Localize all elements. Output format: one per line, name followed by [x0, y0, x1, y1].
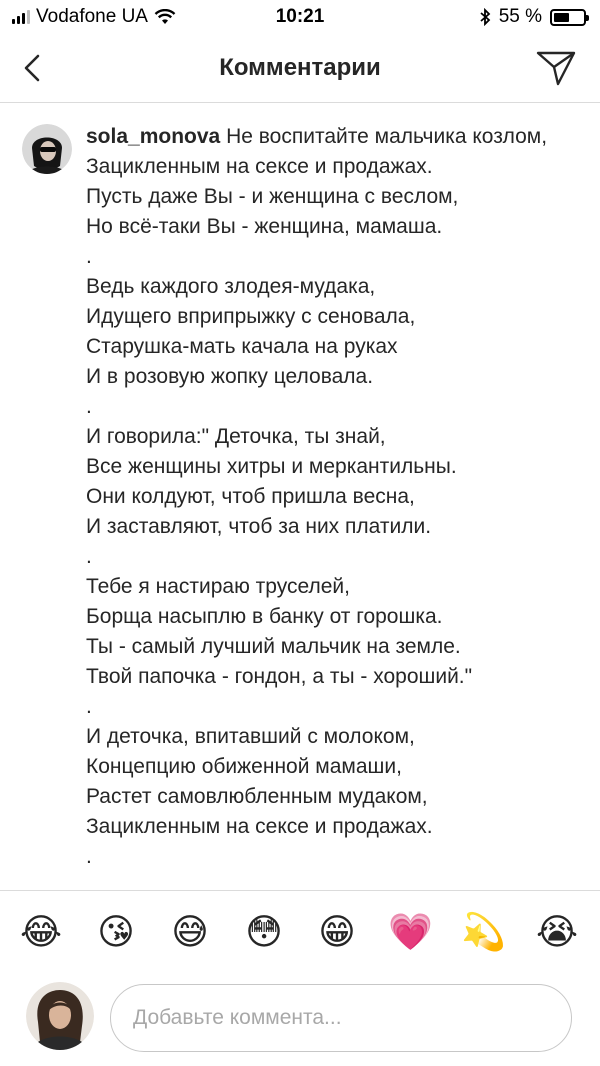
header — [0, 34, 600, 103]
battery-percent: 55 % — [498, 6, 542, 27]
status-right — [479, 6, 586, 28]
status-bar — [0, 0, 600, 34]
user-avatar — [26, 982, 94, 1050]
comment-input[interactable] — [110, 984, 572, 1052]
page-title: Комментарии — [219, 54, 381, 81]
kiss-emoji[interactable]: 😘 — [97, 912, 135, 953]
battery-icon — [550, 9, 586, 26]
comment-body — [86, 122, 566, 872]
sweat-smile-emoji[interactable]: 😅 — [171, 912, 209, 953]
grin-emoji[interactable]: 😁 — [318, 912, 356, 953]
tears-of-joy-emoji[interactable]: 😂 — [19, 912, 63, 953]
flushed-emoji[interactable]: 😳 — [245, 912, 283, 953]
comment-username[interactable]: sola_monova — [86, 125, 221, 148]
paper-plane-icon — [534, 48, 578, 88]
crying-emoji[interactable]: 😭 — [535, 912, 579, 953]
carrier-name: Vodafone UA — [36, 6, 148, 27]
comment-text: Не воспитайте мальчика козлом, Зацикленным на сексе и продажах. Пусть даже Вы - и женщина с веслом, Но всё-таки Вы - женщина, мамаша. . Ведь каждого злодея-мудака, Идущего вприпрыжку с сеновала, Старушка-мать качала на руках И в розовую жопку целовала. . И говорила:" Деточка, ты знай, Все женщины хитры и меркантильны. Они колдуют, чтоб пришла весна, И заставляют, чтоб за них платили. . Тебе я настираю труселей, Борща насыплю в банку от горошка. Ты - самый лучший мальчик на земле. Твой папочка - гондон, а ты - хороший." . И деточка, впитавший с молоком, Концепцию обиженной мамаши, Растет самовлюбленным мудаком, Зацикленным на сексе и продажах. . — [86, 125, 548, 868]
comment-composer — [0, 984, 600, 1066]
commenter-avatar[interactable] — [22, 124, 72, 174]
emoji-bar — [0, 890, 600, 985]
growing-heart-emoji[interactable]: 💗 — [388, 912, 433, 953]
clock: 10:21 — [275, 6, 325, 27]
bluetooth-icon — [479, 8, 491, 26]
battery-fill — [554, 13, 569, 22]
comment-item — [0, 104, 600, 890]
share-button[interactable] — [534, 48, 578, 88]
dizzy-emoji[interactable]: 💫 — [461, 912, 506, 953]
